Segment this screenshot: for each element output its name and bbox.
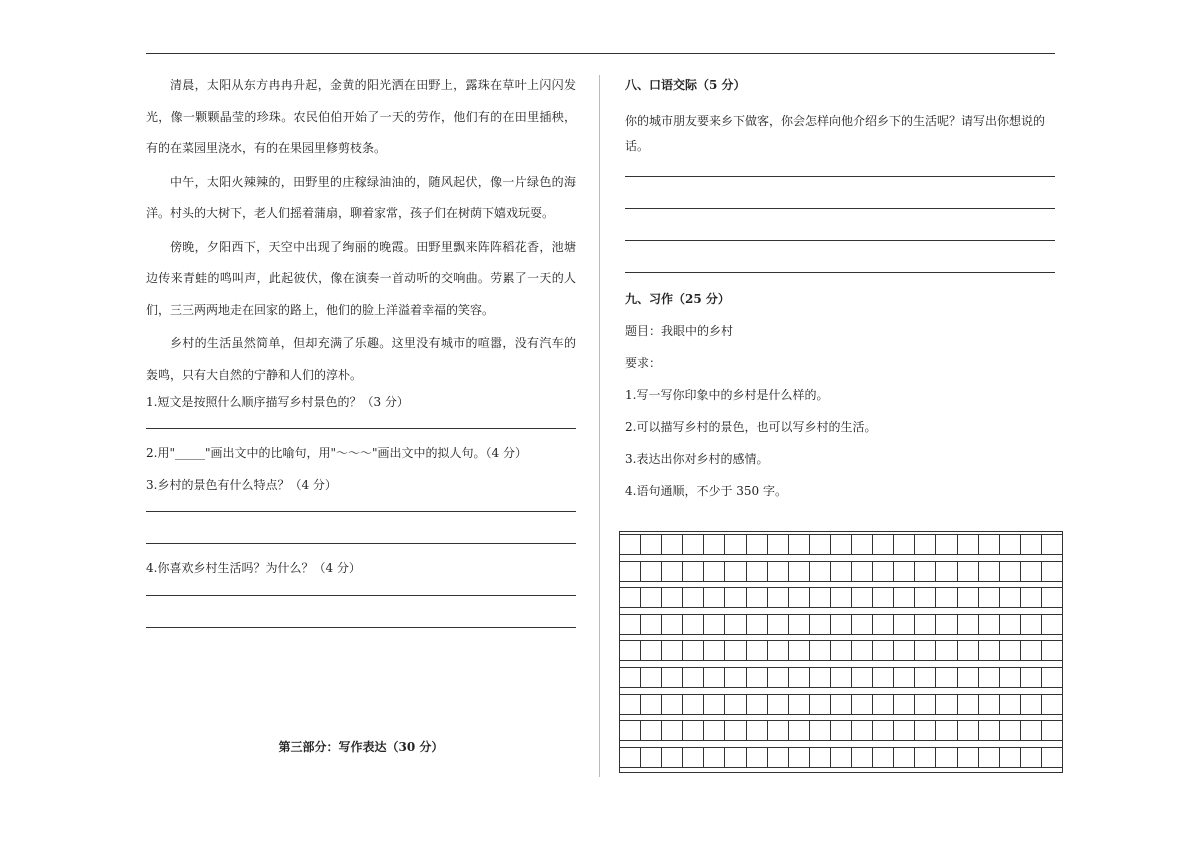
- grid-cell[interactable]: [852, 588, 873, 607]
- grid-cell[interactable]: [620, 562, 641, 581]
- grid-cell[interactable]: [936, 695, 957, 714]
- column-divider: [599, 75, 600, 777]
- grid-cell[interactable]: [662, 721, 683, 740]
- grid-cell[interactable]: [958, 615, 979, 634]
- grid-cell[interactable]: [662, 748, 683, 767]
- requirement-1: 1.写一写你印象中的乡村是什么样的。: [625, 388, 829, 402]
- grid-cell[interactable]: [641, 641, 662, 660]
- grid-cell[interactable]: [894, 748, 915, 767]
- grid-cell[interactable]: [662, 641, 683, 660]
- grid-cell[interactable]: [768, 748, 789, 767]
- grid-cell[interactable]: [915, 641, 936, 660]
- grid-cell[interactable]: [789, 721, 810, 740]
- grid-cell[interactable]: [873, 748, 894, 767]
- grid-cell[interactable]: [768, 562, 789, 581]
- question-1: 1.短文是按照什么顺序描写乡村景色的？（3 分）: [146, 395, 409, 409]
- grid-cell[interactable]: [620, 695, 641, 714]
- grid-row: [620, 720, 1062, 741]
- grid-cell[interactable]: [620, 721, 641, 740]
- requirement-3: 3.表达出你对乡村的感情。: [625, 452, 769, 466]
- grid-cell[interactable]: [894, 721, 915, 740]
- grid-cell[interactable]: [704, 588, 725, 607]
- grid-cell[interactable]: [831, 615, 852, 634]
- grid-cell[interactable]: [768, 721, 789, 740]
- answer-line-q3-2[interactable]: [146, 543, 576, 544]
- grid-cell[interactable]: [1021, 641, 1042, 660]
- grid-cell[interactable]: [873, 535, 894, 554]
- grid-cell[interactable]: [747, 535, 768, 554]
- grid-cell[interactable]: [958, 535, 979, 554]
- grid-cell[interactable]: [768, 615, 789, 634]
- grid-cell[interactable]: [683, 562, 704, 581]
- grid-cell[interactable]: [1000, 535, 1021, 554]
- grid-cell[interactable]: [1042, 641, 1062, 660]
- grid-cell[interactable]: [958, 695, 979, 714]
- grid-cell[interactable]: [979, 535, 1000, 554]
- grid-cell[interactable]: [1021, 615, 1042, 634]
- grid-cell[interactable]: [894, 535, 915, 554]
- grid-cell[interactable]: [1042, 695, 1062, 714]
- grid-cell[interactable]: [747, 668, 768, 687]
- grid-cell[interactable]: [725, 695, 746, 714]
- passage-paragraph-4: 乡村的生活虽然简单，但却充满了乐趣。这里没有城市的喧嚣，没有汽车的轰鸣，只有大自然的宁静和人们的淳朴。: [146, 336, 576, 382]
- grid-cell[interactable]: [747, 562, 768, 581]
- grid-cell[interactable]: [747, 748, 768, 767]
- grid-cell[interactable]: [725, 748, 746, 767]
- grid-cell[interactable]: [873, 615, 894, 634]
- grid-cell[interactable]: [683, 641, 704, 660]
- grid-cell[interactable]: [810, 721, 831, 740]
- question-2: 2.用"_____"画出文中的比喻句，用"～～～"画出文中的拟人句。（4 分）: [146, 446, 527, 460]
- grid-cell[interactable]: [958, 668, 979, 687]
- oral-answer-line-4[interactable]: [625, 272, 1055, 273]
- grid-cell[interactable]: [1021, 588, 1042, 607]
- grid-cell[interactable]: [768, 695, 789, 714]
- section-8-title: 八、口语交际（5 分）: [625, 78, 746, 92]
- grid-row: [620, 561, 1062, 582]
- grid-row: [620, 614, 1062, 635]
- grid-cell[interactable]: [789, 748, 810, 767]
- grid-cell[interactable]: [620, 615, 641, 634]
- grid-cell[interactable]: [873, 641, 894, 660]
- grid-cell[interactable]: [810, 641, 831, 660]
- grid-row: [620, 534, 1062, 555]
- grid-cell[interactable]: [979, 721, 1000, 740]
- grid-cell[interactable]: [979, 695, 1000, 714]
- grid-cell[interactable]: [852, 721, 873, 740]
- grid-cell[interactable]: [747, 721, 768, 740]
- grid-cell[interactable]: [725, 588, 746, 607]
- grid-cell[interactable]: [831, 562, 852, 581]
- grid-cell[interactable]: [620, 748, 641, 767]
- grid-cell[interactable]: [641, 562, 662, 581]
- grid-cell[interactable]: [831, 535, 852, 554]
- grid-cell[interactable]: [768, 535, 789, 554]
- grid-cell[interactable]: [1000, 721, 1021, 740]
- grid-cell[interactable]: [810, 615, 831, 634]
- question-4: 4.你喜欢乡村生活吗？为什么？（4 分）: [146, 561, 361, 575]
- grid-cell[interactable]: [641, 588, 662, 607]
- grid-cell[interactable]: [725, 721, 746, 740]
- grid-cell[interactable]: [979, 615, 1000, 634]
- grid-cell[interactable]: [852, 748, 873, 767]
- grid-cell[interactable]: [1000, 668, 1021, 687]
- grid-cell[interactable]: [1042, 562, 1062, 581]
- grid-cell[interactable]: [915, 588, 936, 607]
- grid-cell[interactable]: [1000, 748, 1021, 767]
- answer-line-q1[interactable]: [146, 428, 576, 429]
- grid-cell[interactable]: [704, 641, 725, 660]
- grid-cell[interactable]: [873, 721, 894, 740]
- grid-cell[interactable]: [915, 721, 936, 740]
- grid-cell[interactable]: [915, 562, 936, 581]
- grid-row: [620, 640, 1062, 661]
- grid-cell[interactable]: [620, 641, 641, 660]
- grid-cell[interactable]: [620, 588, 641, 607]
- grid-cell[interactable]: [747, 588, 768, 607]
- grid-cell[interactable]: [936, 615, 957, 634]
- grid-cell[interactable]: [894, 641, 915, 660]
- grid-cell[interactable]: [1021, 535, 1042, 554]
- grid-cell[interactable]: [747, 615, 768, 634]
- grid-cell[interactable]: [936, 641, 957, 660]
- grid-cell[interactable]: [641, 695, 662, 714]
- grid-cell[interactable]: [789, 535, 810, 554]
- grid-cell[interactable]: [915, 748, 936, 767]
- grid-cell[interactable]: [936, 668, 957, 687]
- grid-cell[interactable]: [936, 562, 957, 581]
- grid-cell[interactable]: [683, 535, 704, 554]
- grid-cell[interactable]: [894, 695, 915, 714]
- grid-cell[interactable]: [915, 615, 936, 634]
- grid-cell[interactable]: [683, 588, 704, 607]
- passage-paragraph-2: 中午，太阳火辣辣的，田野里的庄稼绿油油的，随风起伏，像一片绿色的海洋。村头的大树下，老人们摇着蒲扇，聊着家常，孩子们在树荫下嬉戏玩耍。: [146, 174, 576, 220]
- grid-cell[interactable]: [831, 748, 852, 767]
- grid-row: [620, 694, 1062, 715]
- grid-cell[interactable]: [683, 615, 704, 634]
- grid-cell[interactable]: [979, 588, 1000, 607]
- grid-cell[interactable]: [810, 695, 831, 714]
- requirements-label: 要求：: [625, 356, 662, 370]
- grid-cell[interactable]: [704, 562, 725, 581]
- grid-cell[interactable]: [725, 535, 746, 554]
- passage-paragraph-3: 傍晚，夕阳西下，天空中出现了绚丽的晚霞。田野里飘来阵阵稻花香，池塘边传来青蛙的鸣叫声，此起彼伏，像在演奏一首动听的交响曲。劳累了一天的人们，三三两两地走在回家的路上，他们的脸上洋溢着幸福的笑容。: [146, 239, 576, 317]
- grid-cell[interactable]: [1021, 695, 1042, 714]
- grid-cell[interactable]: [1042, 748, 1062, 767]
- grid-cell[interactable]: [768, 668, 789, 687]
- grid-cell[interactable]: [725, 641, 746, 660]
- grid-cell[interactable]: [915, 695, 936, 714]
- grid-cell[interactable]: [852, 668, 873, 687]
- passage-paragraph-1: 清晨，太阳从东方冉冉升起，金黄的阳光洒在田野上，露珠在草叶上闪闪发光，像一颗颗晶莹的珍珠。农民伯伯开始了一天的劳作，他们有的在田里插秧，有的在菜园里浇水，有的在果园里修剪枝条。: [146, 78, 576, 155]
- grid-cell[interactable]: [852, 695, 873, 714]
- section-9-title: 九、习作（25 分）: [625, 292, 730, 306]
- grid-cell[interactable]: [662, 535, 683, 554]
- grid-cell[interactable]: [810, 668, 831, 687]
- grid-cell[interactable]: [894, 588, 915, 607]
- grid-cell[interactable]: [831, 721, 852, 740]
- part3-title: 第三部分：写作表达（30 分）: [278, 740, 444, 754]
- grid-cell[interactable]: [789, 695, 810, 714]
- grid-cell[interactable]: [1021, 748, 1042, 767]
- grid-cell[interactable]: [958, 748, 979, 767]
- grid-cell[interactable]: [1042, 721, 1062, 740]
- grid-cell[interactable]: [704, 668, 725, 687]
- grid-cell[interactable]: [831, 641, 852, 660]
- grid-cell[interactable]: [915, 668, 936, 687]
- grid-cell[interactable]: [725, 668, 746, 687]
- grid-cell[interactable]: [747, 695, 768, 714]
- grid-row: [620, 587, 1062, 608]
- grid-cell[interactable]: [894, 668, 915, 687]
- grid-cell[interactable]: [1021, 668, 1042, 687]
- grid-cell[interactable]: [789, 641, 810, 660]
- grid-cell[interactable]: [662, 588, 683, 607]
- grid-cell[interactable]: [683, 695, 704, 714]
- grid-cell[interactable]: [725, 562, 746, 581]
- grid-cell[interactable]: [620, 668, 641, 687]
- grid-cell[interactable]: [936, 535, 957, 554]
- grid-cell[interactable]: [831, 588, 852, 607]
- requirement-4: 4.语句通顺，不少于 350 字。: [625, 484, 787, 498]
- grid-cell[interactable]: [683, 721, 704, 740]
- grid-row: [620, 667, 1062, 688]
- grid-cell[interactable]: [979, 748, 1000, 767]
- grid-cell[interactable]: [662, 615, 683, 634]
- answer-line-q4-2[interactable]: [146, 627, 576, 628]
- grid-cell[interactable]: [704, 615, 725, 634]
- grid-cell[interactable]: [1000, 695, 1021, 714]
- grid-cell[interactable]: [958, 721, 979, 740]
- grid-cell[interactable]: [873, 668, 894, 687]
- grid-cell[interactable]: [1021, 721, 1042, 740]
- grid-cell[interactable]: [641, 721, 662, 740]
- grid-cell[interactable]: [1000, 588, 1021, 607]
- section-8-prompt: 你的城市朋友要来乡下做客，你会怎样向他介绍乡下的生活呢？请写出你想说的话。: [625, 114, 1046, 153]
- grid-cell[interactable]: [852, 641, 873, 660]
- grid-cell[interactable]: [810, 588, 831, 607]
- grid-row: [620, 747, 1062, 768]
- grid-cell[interactable]: [958, 641, 979, 660]
- essay-topic: 题目：我眼中的乡村: [625, 324, 734, 338]
- grid-cell[interactable]: [831, 695, 852, 714]
- grid-cell[interactable]: [894, 562, 915, 581]
- grid-cell[interactable]: [768, 588, 789, 607]
- grid-cell[interactable]: [641, 535, 662, 554]
- grid-cell[interactable]: [1042, 588, 1062, 607]
- grid-cell[interactable]: [789, 588, 810, 607]
- grid-cell[interactable]: [662, 562, 683, 581]
- grid-cell[interactable]: [1000, 641, 1021, 660]
- grid-cell[interactable]: [979, 562, 1000, 581]
- grid-cell[interactable]: [620, 535, 641, 554]
- grid-cell[interactable]: [852, 615, 873, 634]
- grid-cell[interactable]: [641, 668, 662, 687]
- grid-cell[interactable]: [979, 668, 1000, 687]
- grid-cell[interactable]: [873, 588, 894, 607]
- grid-cell[interactable]: [958, 562, 979, 581]
- grid-cell[interactable]: [789, 562, 810, 581]
- writing-grid[interactable]: [619, 531, 1063, 773]
- grid-cell[interactable]: [915, 535, 936, 554]
- grid-cell[interactable]: [873, 562, 894, 581]
- grid-cell[interactable]: [704, 695, 725, 714]
- grid-cell[interactable]: [852, 562, 873, 581]
- grid-cell[interactable]: [1000, 562, 1021, 581]
- grid-cell[interactable]: [810, 748, 831, 767]
- grid-cell[interactable]: [894, 615, 915, 634]
- grid-cell[interactable]: [641, 615, 662, 634]
- grid-cell[interactable]: [662, 668, 683, 687]
- grid-cell[interactable]: [747, 641, 768, 660]
- grid-cell[interactable]: [1042, 668, 1062, 687]
- grid-cell[interactable]: [641, 748, 662, 767]
- grid-cell[interactable]: [810, 562, 831, 581]
- grid-cell[interactable]: [768, 641, 789, 660]
- left-column: [146, 70, 576, 628]
- right-column: [625, 70, 1055, 501]
- grid-cell[interactable]: [831, 668, 852, 687]
- question-3: 3.乡村的景色有什么特点？（4 分）: [146, 478, 337, 492]
- grid-cell[interactable]: [1042, 615, 1062, 634]
- grid-cell[interactable]: [1000, 615, 1021, 634]
- grid-cell[interactable]: [683, 668, 704, 687]
- grid-cell[interactable]: [958, 588, 979, 607]
- grid-cell[interactable]: [789, 668, 810, 687]
- grid-cell[interactable]: [1042, 535, 1062, 554]
- grid-cell[interactable]: [683, 748, 704, 767]
- grid-cell[interactable]: [873, 695, 894, 714]
- grid-cell[interactable]: [704, 721, 725, 740]
- top-rule: [146, 53, 1055, 54]
- grid-cell[interactable]: [725, 615, 746, 634]
- grid-cell[interactable]: [936, 748, 957, 767]
- grid-cell[interactable]: [936, 721, 957, 740]
- grid-cell[interactable]: [936, 588, 957, 607]
- grid-cell[interactable]: [789, 615, 810, 634]
- grid-cell[interactable]: [662, 695, 683, 714]
- requirement-2: 2.可以描写乡村的景色，也可以写乡村的生活。: [625, 420, 877, 434]
- grid-cell[interactable]: [810, 535, 831, 554]
- grid-cell[interactable]: [704, 535, 725, 554]
- grid-cell[interactable]: [1021, 562, 1042, 581]
- grid-cell[interactable]: [979, 641, 1000, 660]
- grid-cell[interactable]: [852, 535, 873, 554]
- grid-cell[interactable]: [704, 748, 725, 767]
